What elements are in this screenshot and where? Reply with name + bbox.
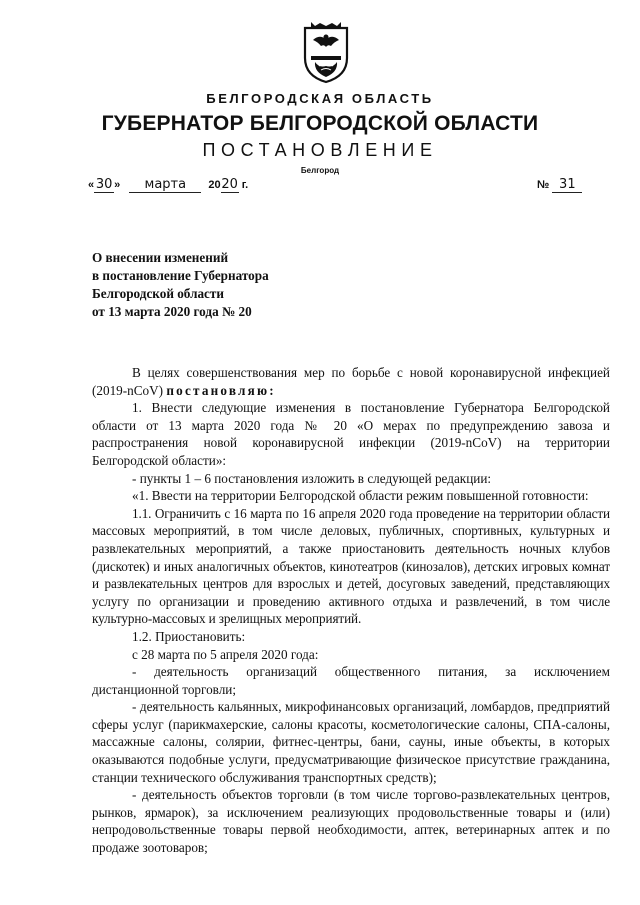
number-label: № [537, 179, 550, 191]
governor-title: ГУБЕРНАТОР БЕЛГОРОДСКОЙ ОБЛАСТИ [101, 112, 539, 135]
paragraph-3: «1. Ввести на территории Белгородской области режим повышенной готовности: [132, 488, 589, 504]
subject-line-3: Белгородской области [92, 286, 224, 301]
date-year-label: г. [241, 179, 249, 191]
preamble-paragraph [92, 364, 610, 399]
document-subject [92, 249, 352, 321]
document-number [537, 177, 582, 193]
city-label: Белгород [300, 166, 340, 175]
preamble-text: В целях совершенствования мер по борьбе с новой коронавирусной инфекцией (2019-nCoV) [92, 365, 610, 398]
list-item-services: - деятельность кальянных, микрофинансовых организаций, ломбардов, предприятий сферы услуг (парикмахерские, салоны красоты, косметологические салоны, СПА-салоны, массажные салоны, солярии, фитнес-центры, бани, сауны, иные объекты, в которых оказываются подобные услуги, предусматривающие физическое присутствие гражданина, станции технического обслуживания транспортных средств); [92, 699, 610, 785]
subject-line-2: в постановление Губернатора [92, 268, 269, 283]
date-year-prefix: 20 [208, 179, 221, 191]
paragraph-1-1: 1.1. Ограничить с 16 марта по 16 апреля 2020 года проведение на территории области массовых мероприятий, в том числе деловых, публичных, спортивных, культурных и развлекательных мероприятий, а также приостановить деятельность ночных клубов (дискотек) и иных аналогичных объектов, кинотеатров (кинозалов), детских игровых комнат и развлекательных центров для взрослых и детей, досуговых заведений, представляющих услугу по организации и проведению активного отдыха и развлечений, в том числе культурно-массовых и зрелищных мероприятий. [92, 505, 610, 627]
resolution-keyword: постановляю: [166, 382, 276, 398]
subject-line-4: от 13 марта 2020 года № 20 [92, 304, 252, 319]
paragraph-period: с 28 марта по 5 апреля 2020 года: [132, 646, 319, 662]
coat-of-arms-emblem [301, 22, 351, 84]
list-item-trade: - деятельность объектов торговли (в том числе торгово-развлекательных центров, рынков, ярмарок), за исключением реализующих продовольственные товары и (или) непродовольственные товары первой необходимости, аптек, ветеринарных аптек и по продаже зоотоваров; [92, 787, 610, 856]
date-day: 30 [95, 177, 113, 192]
date-month: марта [129, 177, 201, 193]
date-close-quote: » [114, 179, 121, 191]
paragraph-2: - пункты 1 – 6 постановления изложить в следующей редакции: [132, 470, 492, 486]
number-value: 31 [552, 177, 582, 193]
subject-line-1: О внесении изменений [92, 250, 229, 265]
paragraph-1-2: 1.2. Приостановить: [132, 628, 246, 644]
document-type: ПОСТАНОВЛЕНИЕ [202, 140, 438, 160]
list-item-catering: - деятельность организаций общественного питания, за исключением дистанционной торговли; [92, 664, 610, 697]
document-body [92, 364, 610, 857]
document-date [88, 177, 248, 193]
date-open-quote: « [88, 179, 95, 191]
region-title: БЕЛГОРОДСКАЯ ОБЛАСТЬ [206, 91, 434, 106]
paragraph-1: 1. Внести следующие изменения в постановление Губернатора Белгородской области от 13 марта 2020 года № 20 «О мерах по предупреждению завоза и распространения новой коронавирусной инфекции (2019-nCoV) на территории Белгородской области»: [92, 400, 610, 468]
date-year-suffix: 20 [221, 177, 238, 192]
